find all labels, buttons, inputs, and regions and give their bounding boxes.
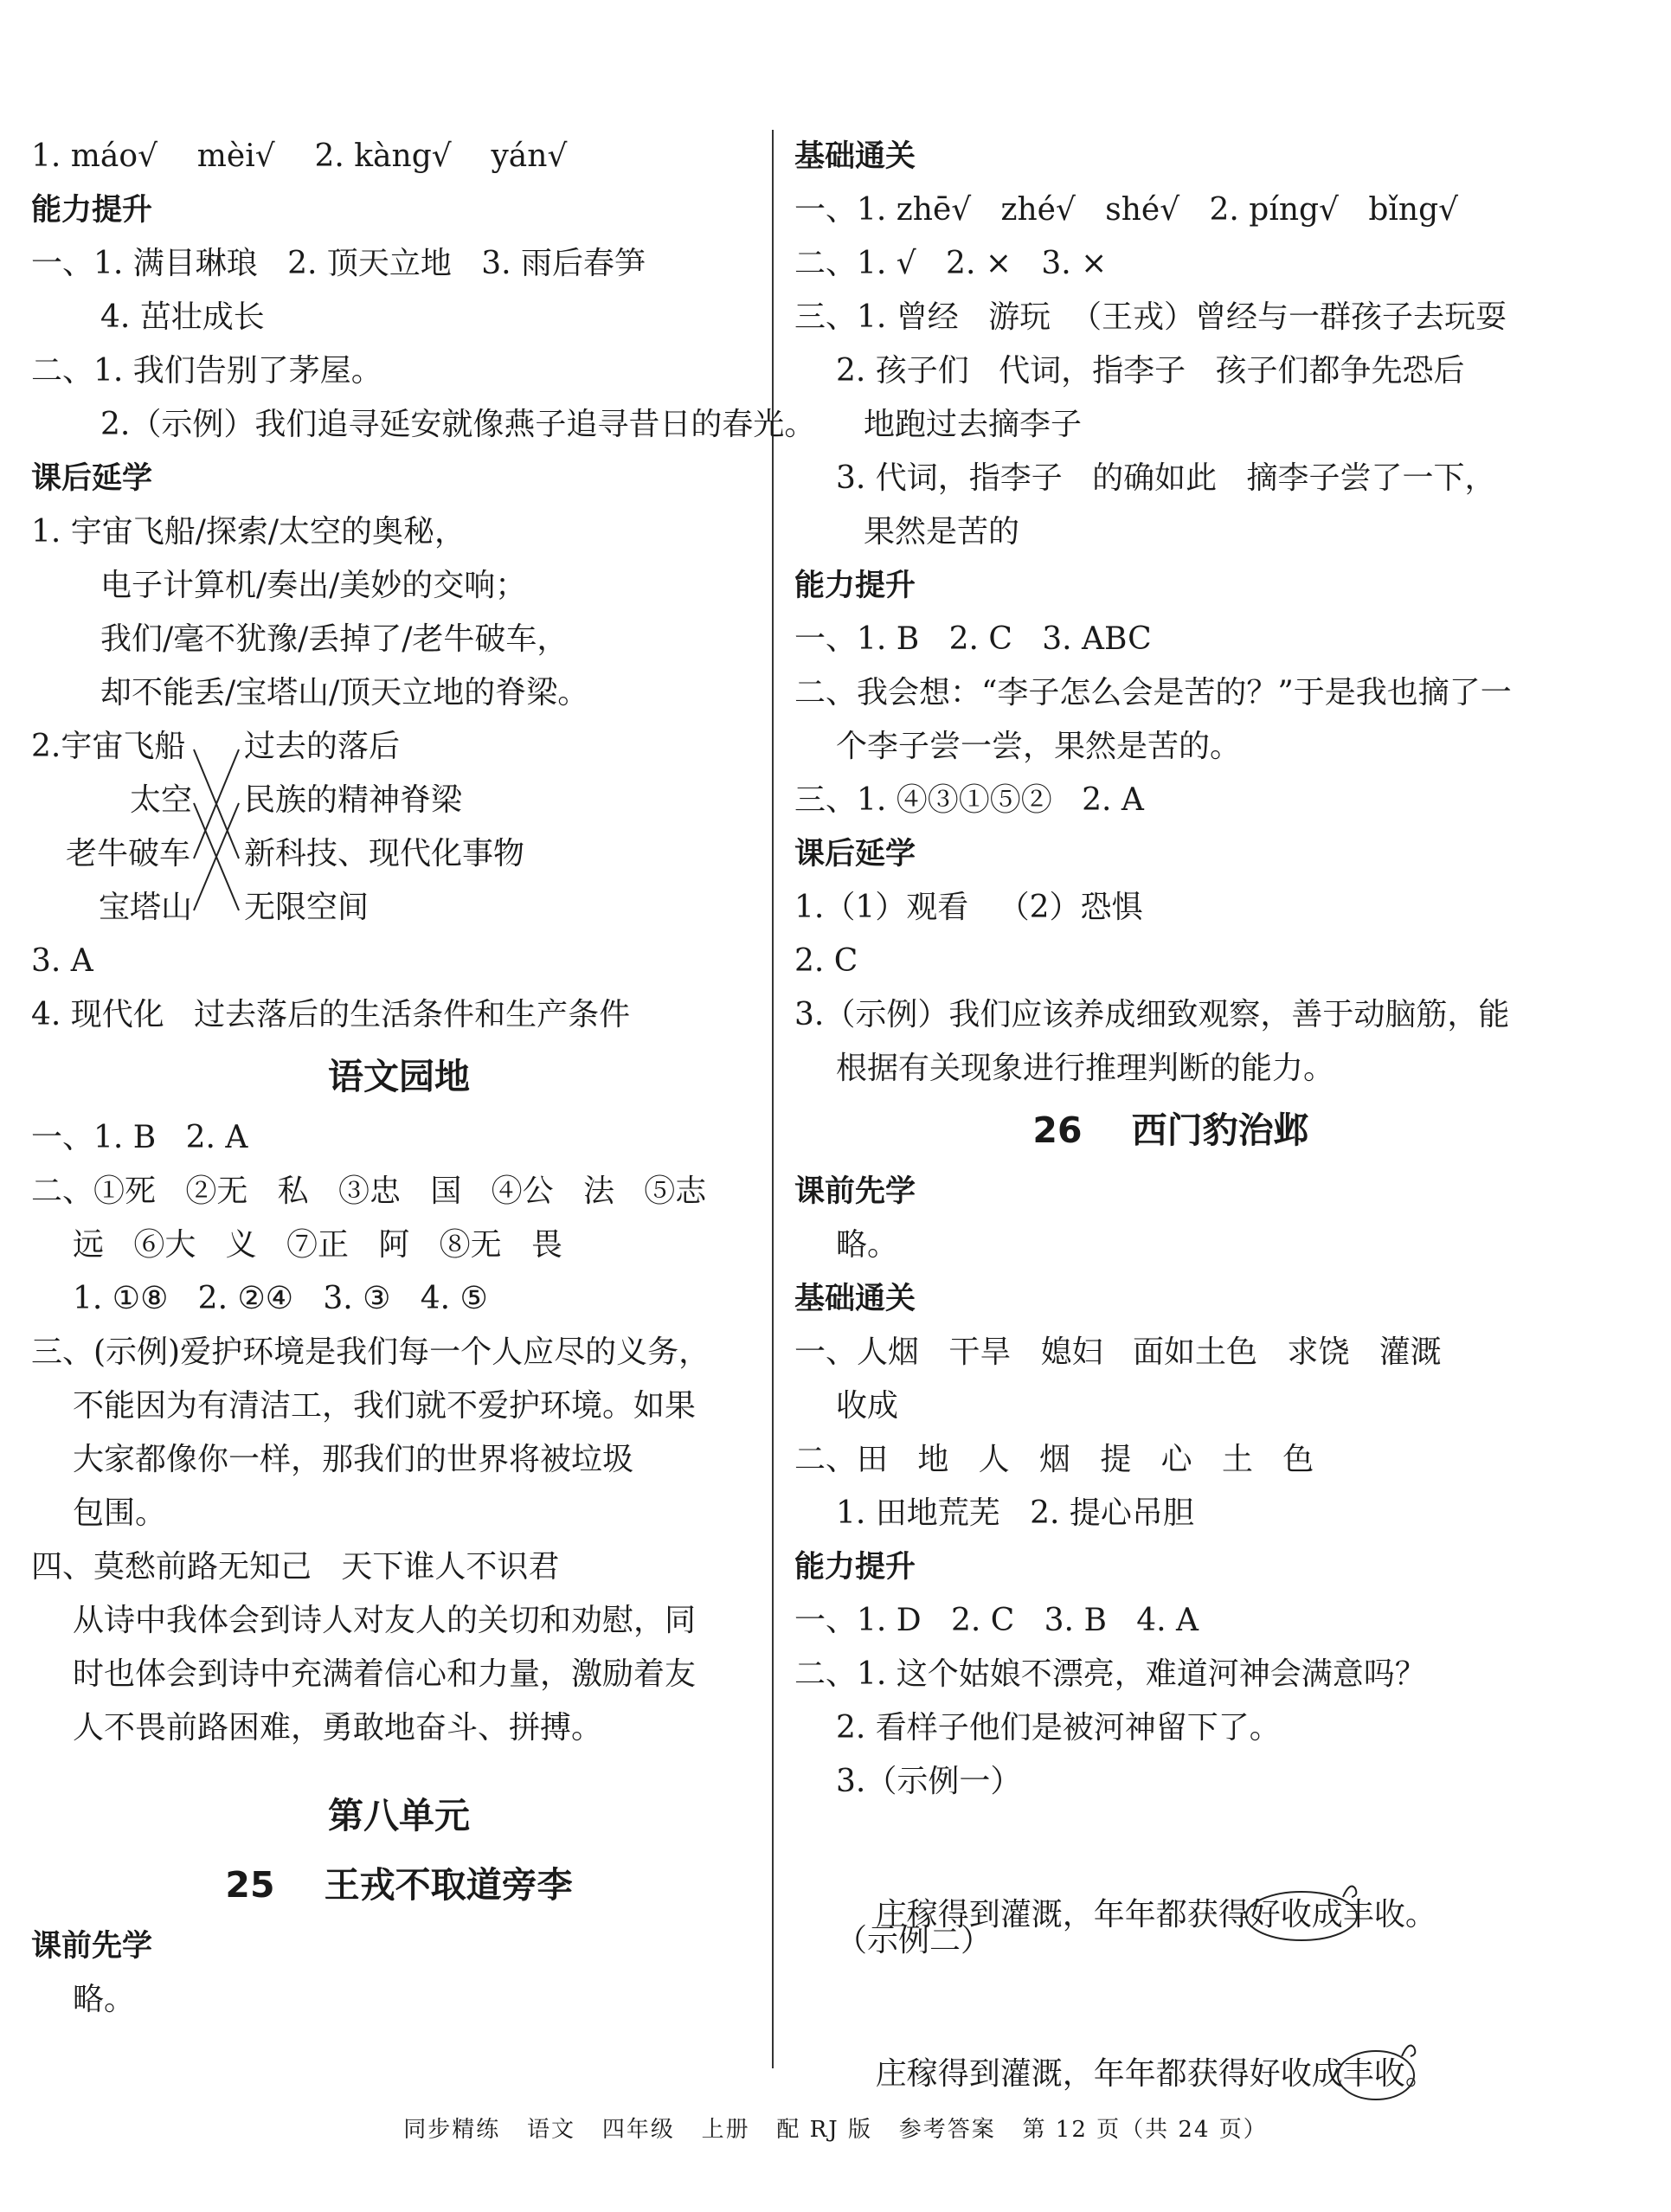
answer-line: 一、1. zhē√ zhé√ shé√ 2. píng√ bǐng√	[794, 192, 1459, 228]
answer-line: 2.（示例）我们追寻延安就像燕子追寻昔日的春光。	[100, 407, 816, 442]
section-heading: 基础通关	[794, 139, 916, 174]
section-heading: 能力提升	[31, 193, 153, 228]
sentence-text: 丰收。	[1342, 1897, 1436, 1932]
section-title: 语文园地	[328, 1056, 470, 1097]
answer-line: 1.（1）观看 （2）恐惧	[794, 890, 1143, 925]
answer-line: 却不能丢/宝塔山/顶天立地的脊梁。	[100, 675, 589, 711]
answer-line: 二、1. 我们告别了茅屋。	[31, 353, 382, 389]
match-left-item: 太空	[130, 782, 193, 818]
section-heading: 课前先学	[794, 1174, 916, 1209]
answer-line: 4. 茁壮成长	[100, 299, 265, 335]
match-right-item: 民族的精神脊梁	[244, 782, 463, 818]
section-heading: 课后延学	[794, 837, 916, 871]
right-column	[794, 130, 1547, 2092]
answer-line: 一、1. D 2. C 3. B 4. A	[794, 1603, 1199, 1638]
match-right-item: 无限空间	[244, 890, 370, 925]
answer-line: 包围。	[73, 1495, 167, 1531]
answer-line: 远 ⑥大 义 ⑦正 阿 ⑧无 畏	[73, 1227, 562, 1263]
answer-line: 略。	[73, 1982, 136, 2017]
matching-exercise	[31, 720, 767, 935]
lesson-title: 26 西门豹治邺	[1032, 1109, 1309, 1151]
answer-line: 3. 代词，指李子 的确如此 摘李子尝了一下，	[836, 460, 1496, 496]
answer-line: 收成	[836, 1388, 899, 1424]
section-heading: 基础通关	[794, 1282, 916, 1316]
section-heading: 课后延学	[31, 461, 153, 496]
answer-line: 一、1. B 2. C 3. ABC	[794, 621, 1152, 657]
answer-line: 二、田 地 人 烟 提 心 土 色	[794, 1442, 1314, 1477]
answer-line: 二、①死 ②无 私 ③忠 国 ④公 法 ⑤志	[31, 1174, 707, 1209]
section-heading: 能力提升	[794, 569, 916, 603]
marked-text: 丰收	[1342, 2056, 1405, 2092]
page-footer: 同步精练 语文 四年级 上册 配 RJ 版 参考答案 第 12 页（共 24 页）	[403, 2117, 1268, 2143]
answer-line: 从诗中我体会到诗人对友人的关切和劝慰，同	[73, 1603, 697, 1638]
example-sentence-2	[794, 1994, 1547, 2092]
answer-line: 一、1. B 2. A	[31, 1120, 248, 1155]
answer-line: 二、我会想：“李子怎么会是苦的？”于是我也摘了一	[794, 675, 1512, 711]
answer-line: 大家都像你一样，那我们的世界将被垃圾	[73, 1442, 634, 1477]
answer-line: 1. máo√ mèi√ 2. kàng√ yán√	[31, 138, 568, 174]
answer-line: 个李子尝一尝，果然是苦的。	[836, 729, 1242, 764]
answer-line: 二、1. 这个姑娘不漂亮，难道河神会满意吗？	[794, 1656, 1426, 1692]
answer-line: 2. 孩子们 代词，指李子 孩子们都争先恐后	[836, 353, 1465, 389]
section-heading: 能力提升	[794, 1550, 916, 1585]
match-left-item: 宝塔山	[99, 890, 193, 925]
match-right-item: 过去的落后	[244, 729, 401, 764]
answer-line: 1. 宇宙飞船/探索/太空的奥秘，	[31, 514, 466, 550]
answer-line: 时也体会到诗中充满着信心和力量，激励着友	[73, 1656, 697, 1692]
answer-line: 三、1. 曾经 游玩 （王戎）曾经与一群孩子去玩耍	[794, 299, 1507, 335]
example-label: （示例二）	[836, 1923, 993, 1958]
match-left-item: 老牛破车	[66, 836, 191, 871]
answer-line: 1. ①⑧ 2. ②④ 3. ③ 4. ⑤	[73, 1281, 488, 1316]
sentence-text: 。	[1404, 2056, 1436, 2092]
answer-line: 2. C	[794, 943, 858, 979]
answer-line: 2. 看样子他们是被河神留下了。	[836, 1710, 1281, 1746]
answer-line: 略。	[836, 1227, 899, 1263]
answer-line: 1. 田地荒芜 2. 提心吊胆	[836, 1495, 1194, 1531]
answer-line: 4. 现代化 过去落后的生活条件和生产条件	[31, 997, 631, 1032]
answer-line: 电子计算机/奏出/美妙的交响；	[100, 568, 527, 603]
answer-line: 我们/毫不犹豫/丢掉了/老牛破车，	[100, 621, 569, 657]
answer-line: 根据有关现象进行推理判断的能力。	[836, 1051, 1335, 1086]
deletion-ring-icon	[1334, 2035, 1424, 2108]
answer-line: 果然是苦的	[864, 514, 1020, 550]
lesson-title: 25 王戎不取道旁李	[225, 1864, 573, 1906]
answer-line: 3. A	[31, 943, 93, 979]
example-sentence-1	[794, 1835, 1547, 1932]
answer-line: 三、1. ④③①⑤② 2. A	[794, 782, 1144, 818]
section-heading: 课前先学	[31, 1929, 153, 1964]
answer-line: 一、1. 满目琳琅 2. 顶天立地 3. 雨后春笋	[31, 246, 646, 281]
marked-text: 好收成	[1249, 1897, 1343, 1932]
deletion-mark	[1343, 2048, 1405, 2101]
answer-line: 不能因为有清洁工，我们就不爱护环境。如果	[73, 1388, 697, 1424]
match-left-item: 2.宇宙飞船	[31, 729, 186, 764]
answer-line: 一、人烟 干旱 媳妇 面如土色 求饶 灌溉	[794, 1334, 1442, 1370]
answer-line: 二、1. √ 2. × 3. ×	[794, 246, 1108, 281]
answer-line: 四、莫愁前路无知己 天下谁人不识君	[31, 1549, 560, 1585]
answer-line: 三、(示例)爱护环境是我们每一个人应尽的义务，	[31, 1334, 710, 1370]
answer-line: 3.（示例）我们应该养成细致观察，善于动脑筋，能	[794, 997, 1510, 1032]
match-right-item: 新科技、现代化事物	[244, 836, 525, 871]
deletion-ring-icon	[1241, 1876, 1369, 1949]
answer-line: 地跑过去摘李子	[864, 407, 1083, 442]
matching-lines	[31, 720, 291, 935]
sentence-text: 庄稼得到灌溉，年年都获得好收成	[875, 2056, 1343, 2092]
sentence-text: 庄稼得到灌溉，年年都获得	[875, 1897, 1250, 1932]
answer-line: 人不畏前路困难，勇敢地奋斗、拼搏。	[73, 1710, 603, 1746]
deletion-mark	[1250, 1888, 1343, 1942]
answer-line: 3.（示例一）	[836, 1764, 1022, 1799]
unit-title: 第八单元	[328, 1795, 470, 1836]
left-column	[31, 130, 816, 2027]
